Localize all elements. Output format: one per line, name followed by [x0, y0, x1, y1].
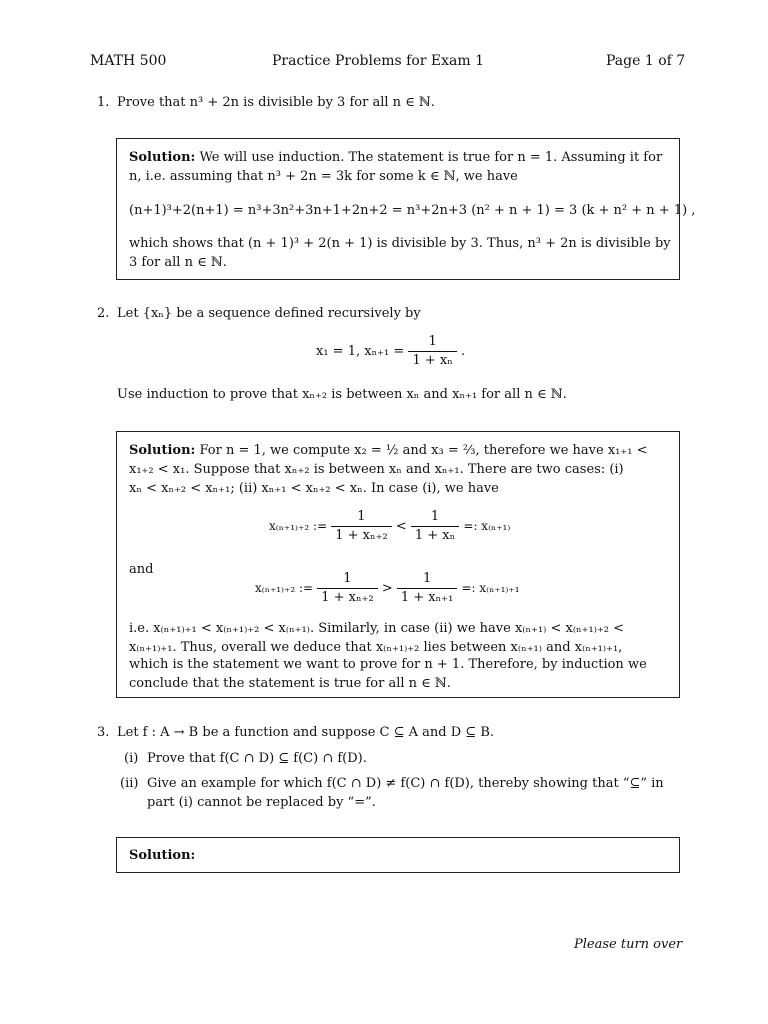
problem-3-number: 3.: [97, 725, 110, 740]
equation-relation: <: [395, 519, 407, 534]
solution-line: which shows that (n + 1)³ + 2(n + 1) is divisible by 3. Thus, n³ + 2n is divisible by: [129, 236, 671, 251]
problem-3-solution-box: [116, 837, 680, 873]
part-ii-label: (ii): [120, 776, 139, 791]
solution-line: For n = 1, we compute x₂ = ½ and x₃ = ⅔, therefore we have x₁₊₁ <: [199, 443, 648, 458]
solution-equation: (n+1)³+2(n+1) = n³+3n²+3n+1+2n+2 = n³+2n+3 (n² + n + 1) = 3 (k + n² + n + 1) ,: [129, 203, 696, 218]
case-two-equation: [255, 570, 520, 607]
fraction-denominator: 1 + xₙ₊₁: [400, 590, 454, 605]
equation-relation: >: [381, 581, 393, 596]
page-title: Practice Problems for Exam 1: [272, 53, 485, 69]
problem-1-solution-text-1: [129, 148, 662, 167]
solution-line: We will use induction. The statement is true for n = 1. Assuming it for: [199, 150, 663, 165]
equation-fraction: [397, 570, 457, 607]
case-one-equation: [269, 508, 510, 545]
definition-period: .: [460, 344, 466, 359]
connector-and: and: [129, 562, 154, 577]
fraction-numerator: 1: [397, 570, 457, 589]
fraction-numerator: 1: [331, 508, 391, 527]
fraction-denominator: 1 + xₙ: [414, 528, 456, 543]
equation-lhs: x₍ₙ₊₁₎₊₂ :=: [255, 581, 314, 595]
solution-line: 3 for all n ∈ ℕ.: [129, 255, 227, 270]
solution-label: Solution:: [129, 443, 196, 458]
definition-fraction: [408, 333, 456, 370]
equation-rhs: =: x₍ₙ₊₁₎₊₁: [461, 581, 520, 595]
solution-label: Solution:: [129, 150, 196, 165]
course-code: MATH 500: [90, 53, 167, 69]
solution-line: n, i.e. assuming that n³ + 2n = 3k for some k ∈ ℕ, we have: [129, 169, 518, 184]
page-number: Page 1 of 7: [606, 53, 686, 69]
solution-line: x₁₊₂ < x₁. Suppose that xₙ₊₂ is between xₙ and xₙ₊₁. There are two cases: (i): [129, 462, 624, 477]
problem-1-statement: Prove that n³ + 2n is divisible by 3 for all n ∈ ℕ.: [117, 95, 435, 110]
part-ii-text-1: Give an example for which f(C ∩ D) ≠ f(C) ∩ f(D), thereby showing that “⊆” in: [147, 776, 664, 791]
problem-2-task: Use induction to prove that xₙ₊₂ is between xₙ and xₙ₊₁ for all n ∈ ℕ.: [117, 387, 567, 402]
problem-2-solution-box: [116, 431, 680, 698]
part-ii-text-2: part (i) cannot be replaced by “=”.: [147, 795, 376, 810]
solution-line: which is the statement we want to prove for n + 1. Therefore, by induction we: [129, 657, 647, 672]
equation-fraction: [317, 570, 377, 607]
solution-line: xₙ < xₙ₊₂ < xₙ₊₁; (ii) xₙ₊₁ < xₙ₊₂ < xₙ. In case (i), we have: [129, 481, 499, 496]
fraction-numerator: 1: [317, 570, 377, 589]
problem-3-statement: Let f : A → B be a function and suppose C ⊆ A and D ⊆ B.: [117, 725, 495, 740]
problem-2-number: 2.: [97, 306, 110, 321]
equation-fraction: [331, 508, 391, 545]
solution-line: conclude that the statement is true for all n ∈ ℕ.: [129, 676, 451, 691]
recursive-definition: [316, 333, 465, 370]
fraction-denominator: 1 + xₙ: [412, 353, 453, 368]
turn-over-note: Please turn over: [574, 937, 683, 952]
problem-1-number: 1.: [97, 95, 110, 110]
solution-label: Solution:: [129, 848, 196, 863]
definition-lhs: x₁ = 1, xₙ₊₁ =: [316, 344, 405, 359]
fraction-denominator: 1 + xₙ₊₂: [335, 528, 388, 543]
problem-2-statement: Let {xₙ} be a sequence defined recursively by: [117, 306, 421, 321]
solution-line: x₍ₙ₊₁₎₊₁. Thus, overall we deduce that x₍ₙ₊₁₎₊₂ lies between x₍ₙ₊₁₎ and x₍ₙ₊₁₎₊₁,: [129, 640, 623, 655]
solution-line: i.e. x₍ₙ₊₁₎₊₁ < x₍ₙ₊₁₎₊₂ < x₍ₙ₊₁₎. Similarly, in case (ii) we have x₍ₙ₊₁₎ < x₍ₙ₊₁₎₊₂ <: [129, 621, 625, 636]
equation-fraction: [411, 508, 459, 545]
problem-2-solution-text-1: [129, 441, 648, 460]
fraction-denominator: 1 + xₙ₊₂: [321, 590, 374, 605]
fraction-numerator: 1: [408, 333, 456, 352]
part-i-label: (i): [124, 751, 139, 766]
equation-rhs: =: x₍ₙ₊₁₎: [463, 519, 511, 533]
problem-1-solution-box: [116, 138, 696, 280]
part-i-text: Prove that f(C ∩ D) ⊆ f(C) ∩ f(D).: [147, 751, 367, 766]
fraction-numerator: 1: [411, 508, 459, 527]
equation-lhs: x₍ₙ₊₁₎₊₂ :=: [269, 519, 328, 533]
